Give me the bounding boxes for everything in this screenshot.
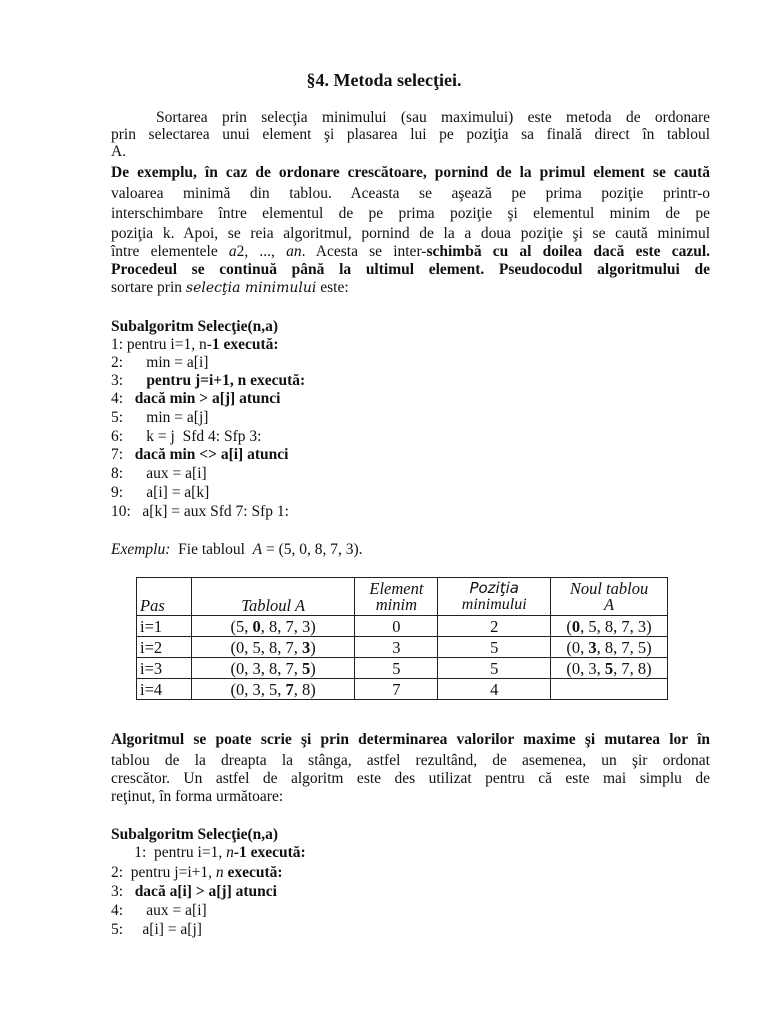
- para1-line3: A.: [111, 143, 127, 160]
- algo1-line8: 8: aux = a[i]: [111, 465, 207, 482]
- cell-noul-bold: 5: [604, 658, 614, 678]
- cell-noul-bold: 0: [571, 616, 581, 636]
- cell-pas: i=1: [137, 616, 192, 637]
- cell-tablou-post: ): [310, 658, 316, 678]
- table-row: [137, 658, 668, 679]
- cell-noul-post: , 5, 8, 7, 3): [580, 616, 652, 636]
- cell-tablou-post: , 8): [293, 679, 316, 699]
- algo1-line4: [111, 390, 280, 408]
- header-pozitia-line2: minimului: [461, 596, 527, 613]
- algo1-line3: [111, 372, 305, 390]
- header-noul-line1: Noul tablou: [569, 578, 649, 598]
- algo1-header: Subalgoritm Selecţie(n,a): [111, 318, 279, 335]
- para2-line3: interschimbare între elementul de pe prima poziţie şi elementul minim de pe: [111, 205, 710, 222]
- algo2-line1: [111, 844, 306, 862]
- algo2-line1-c: -1 execută:: [233, 844, 306, 861]
- cell-noul-post: , 8, 7, 5): [596, 637, 652, 657]
- para2-line7-emph: selecţia minimului: [185, 280, 317, 296]
- cell-tablou-pre: (0, 3, 8, 7,: [230, 658, 303, 678]
- cell-tablou-pre: (0, 5, 8, 7,: [230, 637, 303, 657]
- algo1-line9: 9: a[i] = a[k]: [111, 484, 210, 501]
- algo2-line1-var: n: [226, 844, 234, 861]
- para3-line2: tablou de la dreapta la stânga, astfel rezultând, de asemenea, un şir ordonat: [111, 752, 710, 769]
- cell-tablou-pre: (5,: [230, 616, 253, 636]
- algo1-line5: 5: min = a[j]: [111, 409, 209, 426]
- cell-noul: [551, 679, 668, 700]
- para2-line7-text-a: sortare prin: [111, 279, 186, 296]
- para2-line7: [111, 279, 349, 297]
- header-element-line1: Element: [369, 578, 424, 598]
- para3-line3: crescător. Un astfel de algoritm este des utilizat pentru că este mai simplu de: [111, 770, 710, 787]
- example-var: A: [252, 541, 263, 558]
- cell-pozitia: 4: [438, 679, 551, 700]
- table-header-row: [137, 578, 668, 616]
- cell-pozitia: 5: [438, 637, 551, 658]
- cell-pas: i=2: [137, 637, 192, 658]
- algo1-line10: 10: a[k] = aux Sfd 7: Sfp 1:: [111, 503, 289, 520]
- table-row: [137, 616, 668, 637]
- algo1-line6: 6: k = j Sfd 4: Sfp 3:: [111, 428, 262, 445]
- cell-tablou: [191, 658, 355, 679]
- algo2-line2: [111, 864, 283, 882]
- para1-line1: Sortarea prin selecţia minimului (sau maximului) este metoda de ordonare: [156, 109, 710, 126]
- cell-tablou-pre: (0, 3, 5,: [230, 679, 286, 699]
- para2-line1: De exemplu, în caz de ordonare crescătoare, pornind de la primul element se caută: [111, 164, 710, 181]
- cell-tablou-bold: 5: [302, 658, 311, 678]
- algo1-line2: 2: min = a[i]: [111, 354, 209, 371]
- header-element-minim: [355, 578, 438, 616]
- cell-minim: 7: [355, 679, 438, 700]
- selection-example-table: [136, 577, 668, 700]
- header-noul-line2: A: [604, 594, 615, 614]
- cell-tablou-bold: 0: [252, 616, 261, 636]
- para1-line2: prin selectarea unui element şi plasarea lui pe poziţia sa finală direct în tabloul: [111, 126, 710, 143]
- header-tablou: Tabloul A: [191, 578, 355, 616]
- section-title: §4. Metoda selecţiei.: [306, 70, 462, 90]
- example-text-a: Fie tabloul: [170, 541, 253, 558]
- algo1-line3-b: pentru j=i+1, n execută:: [146, 372, 306, 389]
- algo2-line5: 5: a[i] = a[j]: [111, 921, 202, 938]
- para2-line5-text-a: între elementele: [111, 243, 229, 260]
- example-line: [111, 541, 363, 559]
- cell-minim: 0: [355, 616, 438, 637]
- algo1-line7-a: 7:: [111, 446, 135, 463]
- cell-tablou-post: ): [310, 637, 316, 657]
- cell-noul-pre: (0, 3,: [566, 658, 605, 678]
- cell-noul: [551, 616, 668, 637]
- table-row: [137, 679, 668, 700]
- cell-tablou-post: , 8, 7, 3): [260, 616, 316, 636]
- para3-line1: Algoritmul se poate scrie şi prin determinarea valorilor maxime şi mutarea lor în: [111, 731, 710, 748]
- para2-line4: poziţia k. Apoi, se reia algoritmul, pornind de la a doua poziţie şi se caută minimul: [111, 225, 710, 242]
- cell-noul: [551, 637, 668, 658]
- example-text-b: = (5, 0, 8, 7, 3).: [262, 541, 363, 558]
- algo2-line1-a: 1: pentru i=1,: [111, 844, 227, 861]
- algo2-line2-var: n: [215, 864, 224, 881]
- algo2-header: Subalgoritm Selecţie(n,a): [111, 826, 279, 843]
- para2-line5: [111, 243, 710, 261]
- algo2-line3-b: dacă a[i] > a[j] atunci: [134, 883, 277, 900]
- cell-noul-bold: 3: [588, 637, 597, 657]
- table-row: [137, 637, 668, 658]
- cell-pozitia: 2: [438, 616, 551, 637]
- header-pozitia-line1: Poziţia: [469, 579, 519, 597]
- cell-tablou: [191, 679, 355, 700]
- para2-line5-text-f: schimbă cu al doilea dacă este cazul.: [426, 243, 711, 260]
- cell-minim: 5: [355, 658, 438, 679]
- header-noul-tablou: [551, 578, 668, 616]
- algo2-line2-c: execută:: [223, 864, 283, 881]
- algo1-line4-a: 4:: [111, 390, 135, 407]
- algo1-line1-b: 1 execută:: [211, 336, 279, 353]
- header-pozitia-minimului: [438, 578, 551, 616]
- header-element-line2: minim: [375, 594, 418, 614]
- cell-tablou-bold: 3: [302, 637, 311, 657]
- para2-line6: Procedeul se continuă până la ultimul element. Pseudocodul algoritmului de: [111, 261, 710, 278]
- example-label: Exemplu:: [111, 541, 171, 558]
- cell-pas: i=3: [137, 658, 192, 679]
- algo1-line7: [111, 446, 288, 464]
- para3-line4: reţinut, în forma următoare:: [111, 788, 284, 805]
- cell-pas: i=4: [137, 679, 192, 700]
- para2-line5-var-a: a: [228, 243, 237, 260]
- cell-tablou: [191, 616, 355, 637]
- algo2-line3: [111, 883, 277, 901]
- algo1-line1: [111, 336, 279, 354]
- para2-line5-var-an: an: [286, 243, 302, 260]
- cell-noul-pre: (0,: [566, 637, 589, 657]
- para2-line7-text-c: este:: [316, 279, 349, 296]
- para2-line2: valoarea minimă din tablou. Aceasta se aşează pe prima poziţie printr-o: [111, 185, 710, 202]
- algo2-line4: 4: aux = a[i]: [111, 902, 207, 919]
- cell-noul-pre: (: [566, 616, 572, 636]
- cell-noul-post: , 7, 8): [613, 658, 652, 678]
- algo1-line1-a: 1: pentru i=1, n-: [111, 336, 212, 353]
- algo2-line2-a: 2: pentru j=i+1,: [111, 864, 216, 881]
- cell-pozitia: 5: [438, 658, 551, 679]
- algo1-line7-b: dacă min <> a[i] atunci: [134, 446, 289, 463]
- para2-line5-text-c: 2, ...,: [236, 243, 287, 260]
- cell-tablou-bold: 7: [285, 679, 294, 699]
- cell-minim: 3: [355, 637, 438, 658]
- header-pas: Pas: [137, 578, 192, 616]
- cell-tablou: [191, 637, 355, 658]
- algo1-line3-a: 3:: [111, 372, 147, 389]
- algo2-line3-a: 3:: [111, 883, 135, 900]
- para2-line5-text-e: . Acesta se inter-: [301, 243, 427, 260]
- algo1-line4-b: dacă min > a[j] atunci: [134, 390, 281, 407]
- cell-noul: [551, 658, 668, 679]
